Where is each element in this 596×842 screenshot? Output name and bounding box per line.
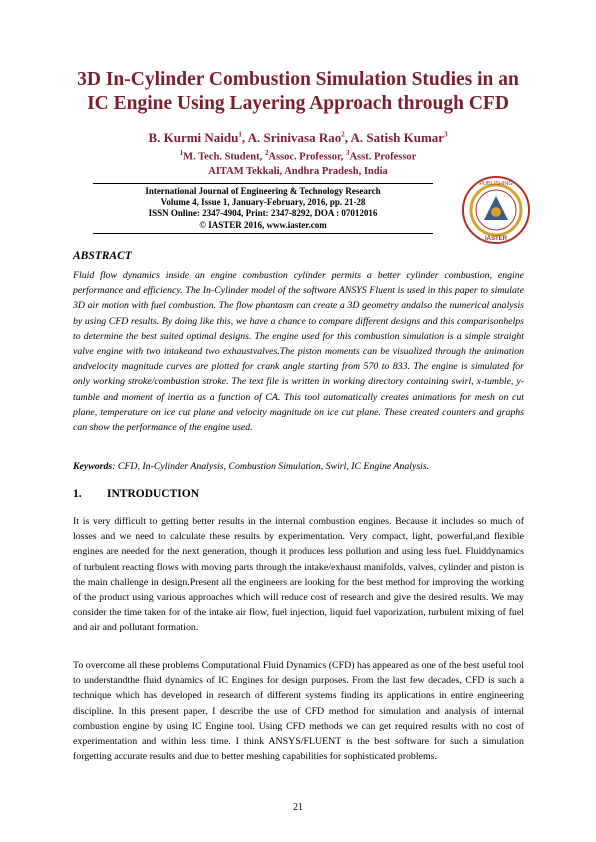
- journal-issue: Volume 4, Issue 1, January-February, 2016, pp. 21-28: [160, 197, 366, 208]
- journal-copyright: © IASTER 2016, www.iaster.com: [199, 219, 327, 230]
- intro-paragraph-2: To overcome all these problems Computational Fluid Dynamics (CFD) has appeared as one of the best useful tool to understandthe fluid dynamics of IC Engines for design purposes. From the last few decades, CFD is such a technique which has developed in research of different systems finding its applications in entire engineering discipline. In this present paper, I describe the use of CFD method for simulation and analysis of internal combustion engine by using IC Engine tool. Using CFD methods we can get required results with no cost of experimentation and within less time. I think ANSYS/FLUENT is the best software for such a simulation forgetting accurate results and due to better meshing capabilities for sophisticated problems.: [73, 660, 524, 763]
- section-number: 1.: [73, 488, 82, 500]
- abstract-heading: ABSTRACT: [73, 250, 132, 262]
- author-2: A. Srinivasa Rao: [247, 130, 342, 145]
- affiliation-institute: AITAM Tekkali, Andhra Pradesh, India: [208, 165, 388, 177]
- affiliation-roles: $^1$M. Tech. Student, $^2$Assoc. Professor, $^3$Asst. Professor: [179, 149, 417, 163]
- keywords: [73, 461, 533, 472]
- iaster-logo-icon: [458, 172, 534, 248]
- journal-name: International Journal of Engineering & Technology Research: [145, 186, 381, 196]
- title-line-1: 3D In-Cylinder Combustion Simulation Studies in an: [77, 69, 519, 90]
- abstract-text: Fluid flow dynamics inside an engine combustion cylinder permits a better cylinder combustion, engine performance and efficiency. The In-Cylinder model of the software ANSYS Fluent is used in this paper to simulate 3D air motion with fuel combustion. The flow phantasm can create a 3D geometry andalso the numerical analysis by using CFD results. By doing like this, we have a chance to compare different designs and this comparisonhelps to determine the best suited optimal designs. The engine used for this combustion simulation is a simple straight valve engine with two intakeand two exhaustvalves.The piston moments can be visualized through the animation andvelocity magnitude curves are plotted for crank angle starting from 570 to 833. The engine is simulated for only working stroke/combustion stroke. The text file is written in working directory containing swirl, x-tumble, y-tumble and moment of inertia as a function of CA. This tool automatically creates animations for mesh on cut plane, temperature on ice cut plane and velocity magnitude on ice cut plane. These created counters and graphs can show the performance of the engine used.: [73, 270, 524, 434]
- intro-paragraph-1: It is very difficult to getting better results in the internal combustion engines. Because it includes so much of losses and we need to calculate these results by experimentation. Very compact, light, powerful,and flexible engines are needed for the next generation, though it produces less pollution and using less fuel. Fluiddynamics of turbulent reacting flows with moving parts through the intake/exhaust manifolds, valves, cylinder and piston is the main challenge in design.Present all the engineers are looking for the best method for improving the working of the product using various approaches which will reduce cost of research and give the desired results. We may consider the time taken for of the intake air flow, fuel injection, liquid fuel vaporization, turbulent mixing of fuel and air and pollutant formation.: [73, 516, 524, 634]
- svg-text:PUBLISHING: PUBLISHING: [479, 181, 513, 187]
- title-line-2: IC Engine Using Layering Approach through CFD: [87, 93, 509, 114]
- section-title: INTRODUCTION: [107, 488, 200, 500]
- svg-text:IASTER: IASTER: [484, 236, 508, 242]
- author-1: B. Kurmi Naidu: [148, 130, 239, 145]
- paper-title: [40, 68, 556, 116]
- keywords-text: : CFD, In-Cylinder Analysis, Combustion Simulation, Swirl, IC Engine Analysis.: [112, 461, 430, 472]
- journal-info: [93, 186, 433, 231]
- keywords-label: Keywords: [73, 461, 113, 472]
- journal-issn: ISSN Online: 2347-4904, Print: 2347-8292, DOA : 07012016: [148, 208, 378, 219]
- page-number: 21: [293, 802, 303, 813]
- section-heading: [73, 488, 199, 500]
- header-rule-top: [93, 183, 433, 184]
- header-rule-bottom: [93, 233, 433, 234]
- author-list: B. Kurmi Naidu$^1$, A. Srinivasa Rao$^2$, A. Satish Kumar$^3$: [148, 130, 448, 145]
- author-3: A. Satish Kumar: [350, 130, 445, 145]
